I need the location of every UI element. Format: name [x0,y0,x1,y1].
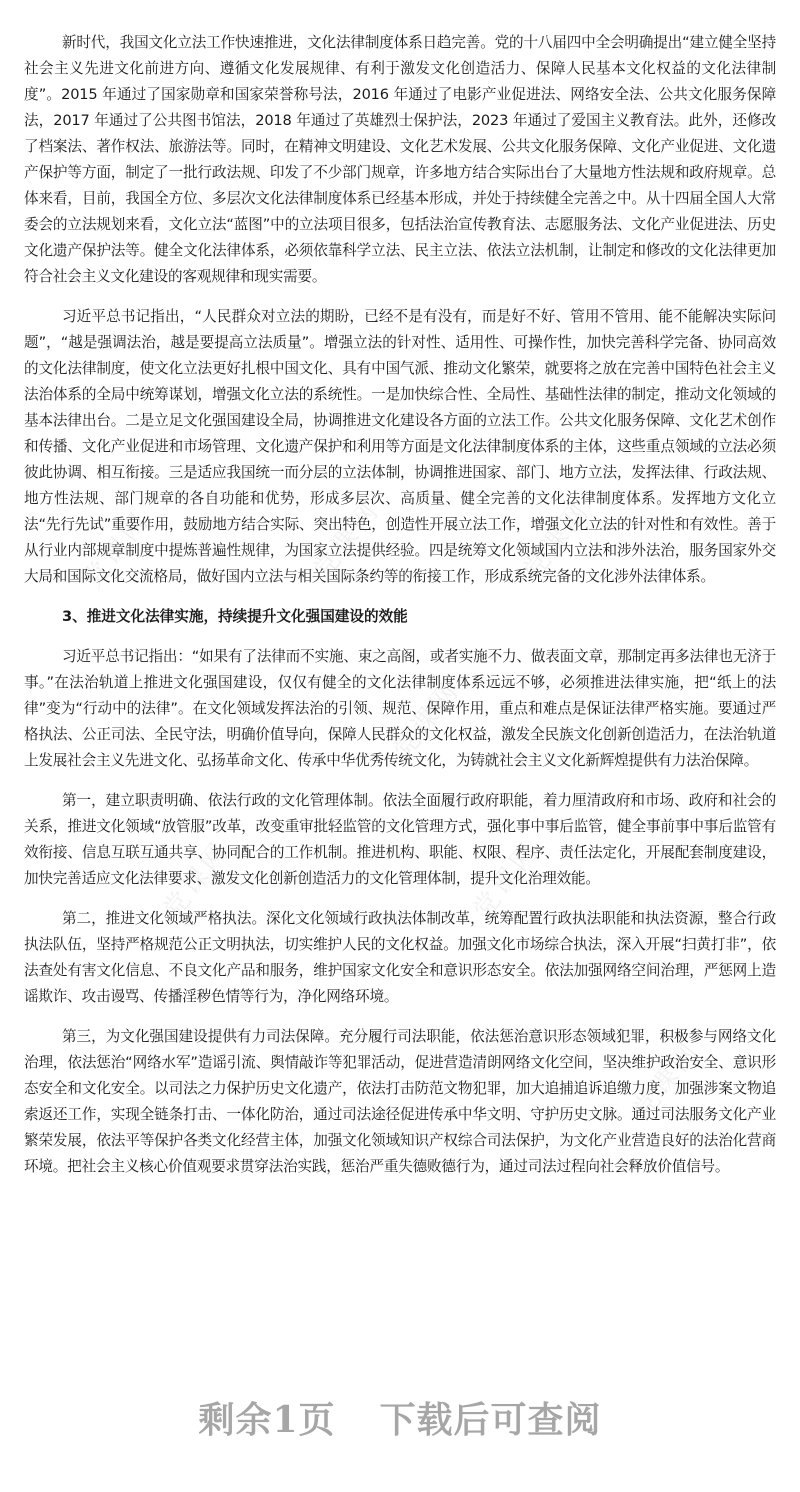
body-paragraph: 习近平总书记指出：“如果有了法律而不实施、束之高阁，或者实施不力、做表面文章，那制定再多法律也无济于事。”在法治轨道上推进文化强国建设，仅仅有健全的文化法律制度体系远远不够，必须推进法律实施，把“纸上的法律”变为“行动中的法律”。在文化领域发挥法治的引领、规范、保障作用，重点和难点是保证法律严格实施。要通过严格执法、公正司法、全民守法，明确价值导向，保障人民群众的文化权益，激发全民族文化创新创造活力，在法治轨道上发展社会主义先进文化、弘扬革命文化、传承中华优秀传统文化，为铸就社会主义文化新辉煌提供有力法治保障。 [24,648,776,769]
watermark: 党课网 [157,835,237,925]
watermark: 党课网 [627,1035,707,1125]
document-page [24,30,776,1194]
remaining-pages-label: 剩余1页 [198,1399,336,1441]
watermark: 党课网 [77,505,157,595]
section-heading: 3、推进文化法律实施，持续提升文化强国建设的效能 [61,608,408,625]
body-paragraph: 第二，推进文化领域严格执法。深化文化领域行政执法体制改革，统筹配置行政执法职能和执法资源，整合行政执法队伍，坚持严格规范公正文明执法，切实维护人民的文化权益。加强文化市场综合执法，深入开展“扫黄打非”，依法查处有害文化信息、不良文化产品和服务，维护国家文化安全和意识形态安全。依法加强网络空间治理，严惩网上造谣欺诈、攻击谩骂、传播淫秽色情等行为，净化网络环境。 [24,910,776,1005]
watermark: 党课网 [467,835,547,925]
body-paragraph: 第一，建立职责明确、依法行政的文化管理体制。依法全面履行政府职能，着力厘清政府和市场、政府和社会的关系，推进文化领域“放管服”改革，改变重审批轻监管的文化管理方式，强化事中事后监管，健全事前事中事后监管有效衔接、信息互联互通共享、协同配合的工作机制。推进机构、职能、权限、程序、责任法定化，开展配套制度建设，加快完善适应文化法律要求、激发文化创新创造活力的文化管理体制，提升文化治理效能。 [24,792,776,887]
body-paragraph: 第三，为文化强国建设提供有力司法保障。充分履行司法职能，依法惩治意识形态领域犯罪，积极参与网络文化治理，依法惩治“网络水军”造谣引流、舆情敲诈等犯罪活动，促进营造清朗网络文化空间，坚决维护政治安全、意识形态安全和文化安全。以司法之力保护历史文化遗产，依法打击防范文物犯罪，加大追捕追诉追缴力度，加强涉案文物追索返还工作，实现全链条打击、一体化防治，通过司法途径促进传承中华文明、守护历史文脉。通过司法服务文化产业繁荣发展，依法平等保护各类文化经营主体，加强文化领域知识产权综合司法保护，为文化产业营造良好的法治化营商环境。把社会主义核心价值观要求贯穿法治实践，惩治严重失德败德行为，通过司法过程向社会释放价值信号。 [24,1028,776,1175]
download-to-view-banner[interactable] [0,1392,800,1443]
body-paragraph: 新时代，我国文化立法工作快速推进，文化法律制度体系日趋完善。党的十八届四中全会明确提出“建立健全坚持社会主义先进文化前进方向、遵循文化发展规律、有利于激发文化创造活力、保障人民基本文化权益的文化法律制度”。2015 年通过了国家勋章和国家荣誉称号法，2016 年通过了电影产业促进法、网络安全法、公共文化服务保障法，2017 年通过了公共图书馆法，2018 年通过了英雄烈士保护法，2023 年通过了爱国主义教育法。此外，还修改了档案法、著作权法、旅游法等。同时，在精神文明建设、文化艺术发展、公共文化服务保障、文化产业促进、文化遗产保护等方面，制定了一批行政法规、印发了不少部门规章，许多地方结合实际出台了大量地方性法规和政府规章。总体来看，目前，我国全方位、多层次文化法律制度体系已经基本形成，并处于持续健全完善之中。从十四届全国人大常委会的立法规划来看，文化立法“蓝图”中的立法项目很多，包括法治宣传教育法、志愿服务法、文化产业促进法、历史文化遗产保护法等。健全文化法律体系，必须依靠科学立法、民主立法、依法立法机制，让制定和修改的文化法律更加符合社会主义文化建设的客观规律和现实需要。 [24,34,776,285]
download-to-view-label[interactable]: 下载后可查阅 [379,1399,602,1441]
body-paragraph: 习近平总书记指出，“人民群众对立法的期盼，已经不是有没有，而是好不好、管用不管用、能不能解决实际问题”，“越是强调法治，越是要提高立法质量”。增强立法的针对性、适用性、可操作性，加快完善科学完备、协同高效的文化法律制度，使文化立法更好扎根中国文化、具有中国气派、推动文化繁荣，就要将之放在完善中国特色社会主义法治体系的全局中统筹谋划，增强文化立法的系统性。一是加快综合性、全局性、基础性法律的制定，推动文化领域的基本法律出台。二是立足文化强国建设全局，协调推进文化建设各方面的立法工作。公共文化服务保障、文化艺术创作和传播、文化产业促进和市场管理、文化遗产保护和利用等方面是文化法律制度体系的主体，这些重点领域的立法必须彼此协调、相互衔接。三是适应我国统一而分层的立法体制，协调推进国家、部门、地方立法，发挥法律、行政法规、地方性法规、部门规章的各自功能和优势，形成多层次、高质量、健全完善的文化法律制度体系。发挥地方文化立法“先行先试”重要作用，鼓励地方结合实际、突出特色，创造性开展立法工作，增强文化立法的针对性和有效性。善于从行业内部规章制度中提炼普遍性规律，为国家立法提供经验。四是统筹文化领域国内立法和涉外法治，服务国家外交大局和国际文化交流格局，做好国内立法与相关国际条约等的衔接工作，形成系统完备的文化涉外法律体系。 [24,308,776,585]
watermark: 党课网 [387,675,467,765]
watermark: 党课网 [517,495,597,585]
watermark: 党课网 [307,495,387,585]
